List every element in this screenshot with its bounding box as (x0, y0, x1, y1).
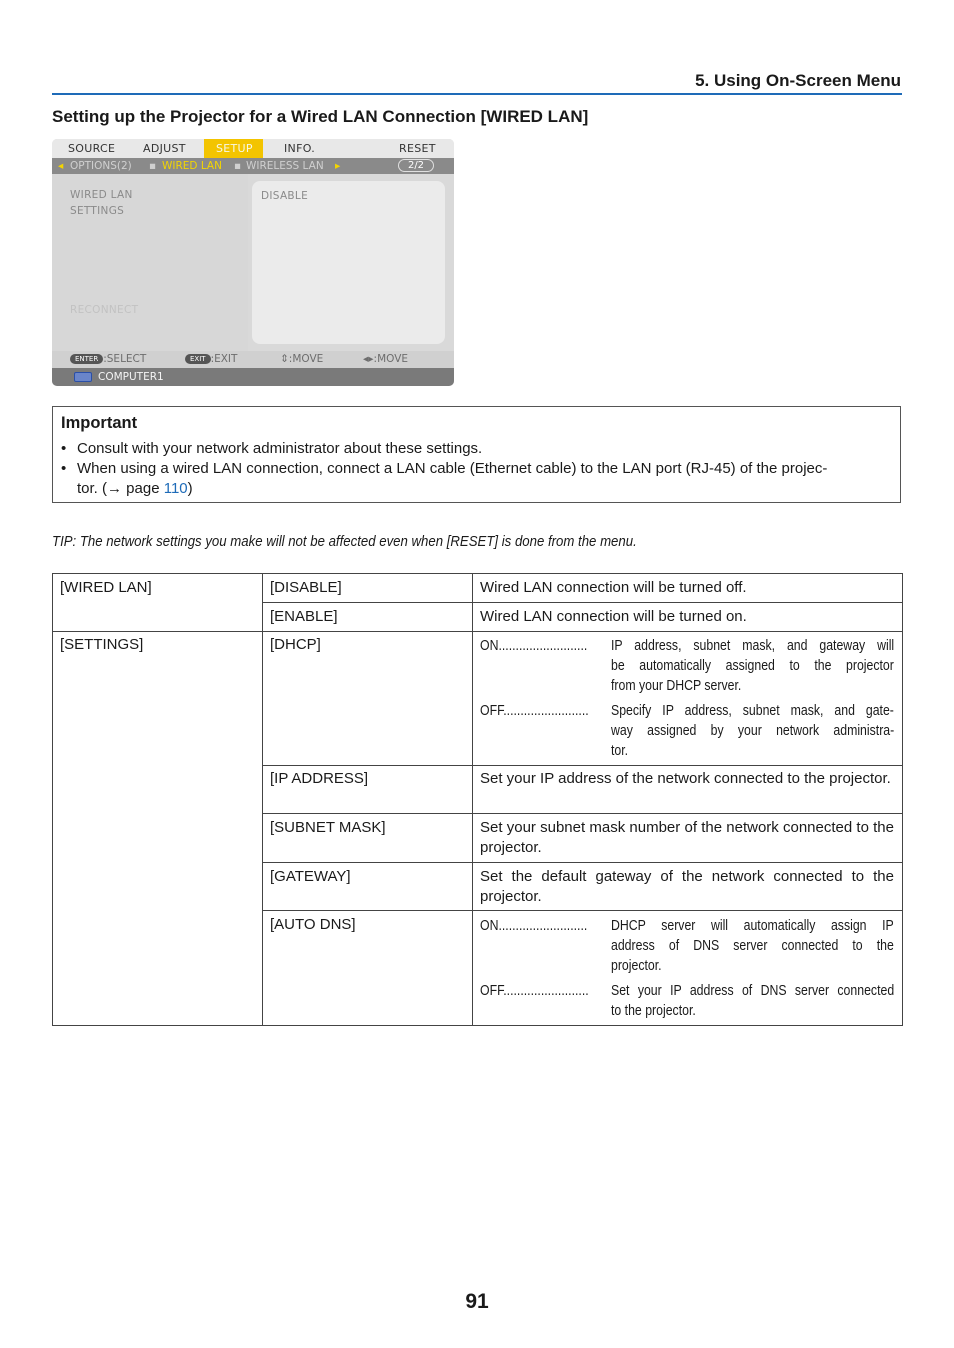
osd-tab-adjust[interactable]: ADJUST (143, 142, 186, 155)
table-border (262, 573, 263, 1026)
osd-tab-info[interactable]: INFO. (284, 142, 316, 155)
disable-description: Wired LAN connection will be turned off. (480, 579, 747, 596)
chapter-title: 5. Using On-Screen Menu (695, 71, 901, 90)
gateway-description: Set the default gateway of the network connected to the projector. (480, 868, 894, 905)
option-enable: [ENABLE] (270, 608, 338, 625)
tip-text: TIP: The network settings you make will not be affected even when [RESET] is done from the menu. (52, 533, 637, 550)
dhcp-off-line: way assigned by your network administra- (611, 722, 895, 739)
important-box (52, 406, 901, 503)
osd-status-bar (52, 368, 454, 386)
dns-off-label: OFF......................... (480, 982, 589, 999)
osd-move-horizontal: ◂▸:MOVE (363, 353, 409, 365)
option-auto-dns: [AUTO DNS] (270, 916, 356, 933)
osd-item-list (52, 174, 248, 351)
osd-select-label: :SELECT (103, 353, 147, 365)
dns-on-line: DHCP server will automatically assign IP (611, 917, 894, 934)
option-subnet-mask: [SUBNET MASK] (270, 819, 386, 836)
header-rule (52, 93, 902, 95)
separator-icon: ▪ (234, 160, 242, 172)
option-gateway: [GATEWAY] (270, 868, 351, 885)
table-border (52, 573, 53, 1026)
settings-table (52, 573, 903, 1026)
dhcp-on-line: IP address, subnet mask, and gateway will (611, 637, 895, 654)
enter-key-icon: ENTER (70, 354, 103, 364)
option-disable: [DISABLE] (270, 579, 342, 596)
important-bullet-1: Consult with your network administrator about these settings. (77, 440, 483, 457)
osd-value-panel (252, 181, 445, 344)
page-link[interactable]: 110 (163, 480, 188, 497)
important-bullet-2: When using a wired LAN connection, connect a LAN cable (Ethernet cable) to the LAN port (RJ-45) of the projec- (77, 460, 828, 477)
bullet-icon: • (61, 440, 67, 457)
table-border (52, 1025, 903, 1026)
osd-submenu-bar (52, 158, 454, 174)
option-dhcp: [DHCP] (270, 636, 321, 653)
table-border (262, 910, 903, 911)
table-border (902, 573, 903, 1026)
osd-page-indicator: 2/2 (398, 159, 434, 172)
continuation-text: tor. (→ page (77, 480, 164, 497)
option-ip-address: [IP ADDRESS] (270, 770, 369, 787)
dns-on-label: ON.......................... (480, 917, 588, 934)
continuation-suffix: ) (187, 480, 193, 497)
osd-exit-hint (185, 353, 237, 365)
osd-menu (52, 139, 454, 386)
osd-sub-wireless-lan[interactable]: WIRELESS LAN (246, 160, 324, 172)
dns-off-line: to the projector. (611, 1002, 696, 1019)
osd-enter-hint (70, 353, 146, 365)
dns-off-line: Set your IP address of DNS server connected (611, 982, 895, 999)
osd-tab-reset[interactable]: RESET (399, 142, 436, 155)
right-arrow-icon[interactable]: ▸ (335, 160, 341, 172)
dhcp-off-line: tor. (611, 742, 629, 759)
page-number: 91 (465, 1290, 489, 1313)
osd-input-source: COMPUTER1 (98, 371, 164, 383)
table-border (262, 765, 903, 766)
osd-sub-options[interactable]: OPTIONS(2) (70, 160, 132, 172)
osd-sub-wired-lan[interactable]: WIRED LAN (162, 160, 222, 172)
osd-item-reconnect[interactable]: RECONNECT (70, 304, 139, 316)
table-border (472, 573, 473, 1026)
table-border (262, 813, 903, 814)
enable-description: Wired LAN connection will be turned on. (480, 608, 747, 625)
table-border (52, 631, 903, 632)
bullet-icon: • (61, 460, 67, 477)
dhcp-on-line: from your DHCP server. (611, 677, 742, 694)
osd-tab-bar (52, 139, 454, 158)
important-title: Important (61, 414, 138, 432)
subnet-mask-description: Set your subnet mask number of the network connected to the projector. (480, 819, 894, 856)
dhcp-on-line: be automatically assigned to the projector (611, 657, 894, 674)
computer-input-icon (74, 372, 92, 382)
important-bullet-2-cont (77, 480, 193, 497)
table-border (262, 862, 903, 863)
row-label-wired-lan: [WIRED LAN] (60, 579, 152, 596)
osd-exit-label: :EXIT (210, 353, 238, 365)
dns-on-line: address of DNS server connected to the (611, 937, 894, 954)
left-arrow-icon[interactable]: ◂ (58, 160, 64, 172)
dhcp-off-label: OFF......................... (480, 702, 589, 719)
ip-address-description: Set your IP address of the network connected to the projector. (480, 770, 891, 787)
table-border (52, 573, 903, 574)
osd-move-vertical: ⇕:MOVE (280, 353, 324, 365)
table-border (262, 602, 903, 603)
section-title: Setting up the Projector for a Wired LAN Connection [WIRED LAN] (52, 107, 589, 126)
osd-footer (52, 351, 454, 368)
osd-value-disable[interactable]: DISABLE (261, 190, 309, 202)
separator-icon: ▪ (149, 160, 157, 172)
osd-tab-setup[interactable]: SETUP (204, 139, 263, 158)
row-label-settings: [SETTINGS] (60, 636, 144, 653)
dhcp-on-label: ON.......................... (480, 637, 588, 654)
dhcp-off-line: Specify IP address, subnet mask, and gate- (611, 702, 894, 719)
dns-on-line: projector. (611, 957, 662, 974)
osd-item-settings[interactable]: SETTINGS (70, 205, 125, 217)
osd-item-wired-lan[interactable]: WIRED LAN (70, 189, 133, 201)
exit-key-icon: EXIT (185, 354, 211, 364)
osd-tab-source[interactable]: SOURCE (68, 142, 116, 155)
